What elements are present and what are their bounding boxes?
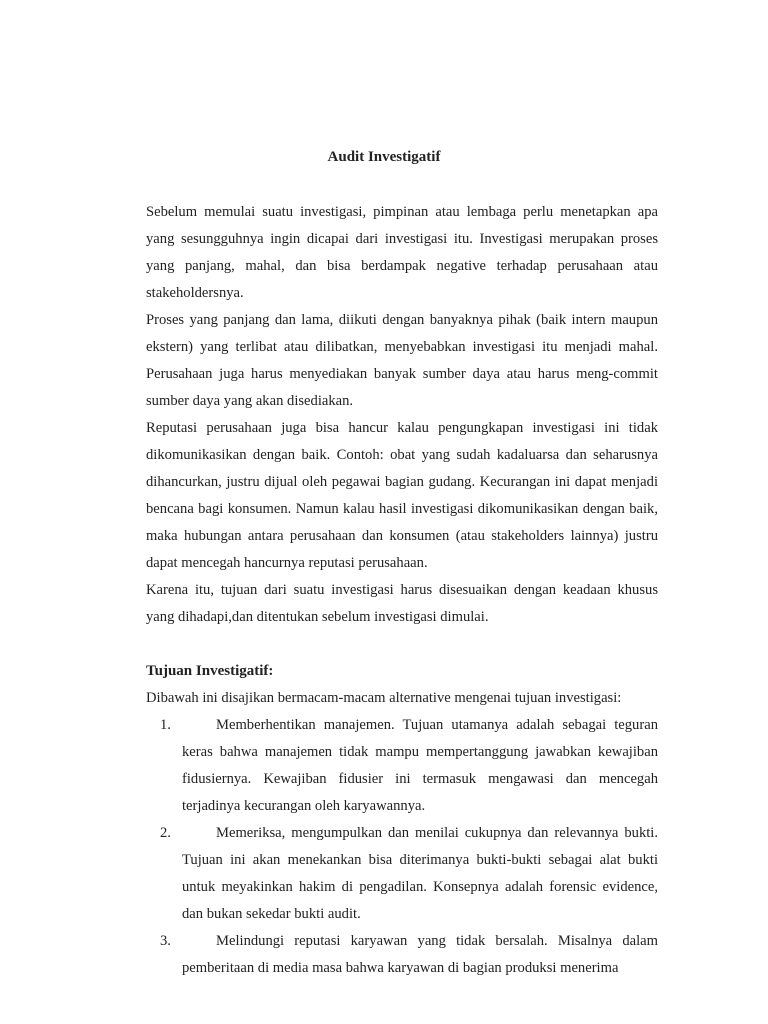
objectives-list [146,712,658,982]
list-item-text: Melindungi reputasi karyawan yang tidak bersalah. Misalnya dalam pemberitaan di media masa bahwa karyawan di bagian produksi menerima [182,933,658,976]
list-item-number: 3. [160,933,171,949]
paragraph-3: Reputasi perusahaan juga bisa hancur kalau pengungkapan investigasi ini tidak dikomunikasikan dengan baik. Contoh: obat yang sudah kadaluarsa dan seharusnya dihancurkan, justru dijual oleh pegawai bagian gudang. Kecurangan ini dapat menjadi bencana bagi konsumen. Namun kalau hasil investigasi dikomunikasikan dengan baik, maka hubungan antara perusahaan dan konsumen (atau stakeholders lainnya) justru dapat mencegah hancurnya reputasi perusahaan. [146,420,658,571]
list-item-number: 1. [160,717,171,733]
list-item [146,712,658,820]
paragraph-4: Karena itu, tujuan dari suatu investigasi harus disesuaikan dengan keadaan khusus yang dihadapi,dan ditentukan sebelum investigasi dimulai. [146,582,658,625]
document-title: Audit Investigatif [327,149,441,165]
list-item [146,928,658,982]
document-body [146,199,658,982]
section-intro: Dibawah ini disajikan bermacam-macam alternative mengenai tujuan investigasi: [146,690,622,706]
list-item-text: Memeriksa, mengumpulkan dan menilai cukupnya dan relevannya bukti. Tujuan ini akan menekankan bisa diterimanya bukti-bukti sebagai alat bukti untuk meyakinkan hakim di pengadilan. Konsepnya adalah forensic evidence, dan bukan sekedar bukti audit. [182,825,658,922]
list-item [146,820,658,928]
list-item-text: Memberhentikan manajemen. Tujuan utamanya adalah sebagai teguran keras bahwa manajemen tidak mampu mempertanggung jawabkan kewajiban fidusiernya. Kewajiban fidusier ini termasuk mengawasi dan mencegah terjadinya kecurangan oleh karyawannya. [182,717,658,814]
section-heading: Tujuan Investigatif: [146,663,274,679]
list-item-number: 2. [160,825,171,841]
paragraph-1: Sebelum memulai suatu investigasi, pimpinan atau lembaga perlu menetapkan apa yang sesungguhnya ingin dicapai dari investigasi itu. Investigasi merupakan proses yang panjang, mahal, dan bisa berdampak negative terhadap perusahaan atau stakeholdersnya. [146,204,658,301]
paragraph-2: Proses yang panjang dan lama, diikuti dengan banyaknya pihak (baik intern maupun ekstern) yang terlibat atau dilibatkan, menyebabkan investigasi itu menjadi mahal. Perusahaan juga harus menyediakan banyak sumber daya atau harus meng-commit sumber daya yang akan disediakan. [146,312,658,409]
